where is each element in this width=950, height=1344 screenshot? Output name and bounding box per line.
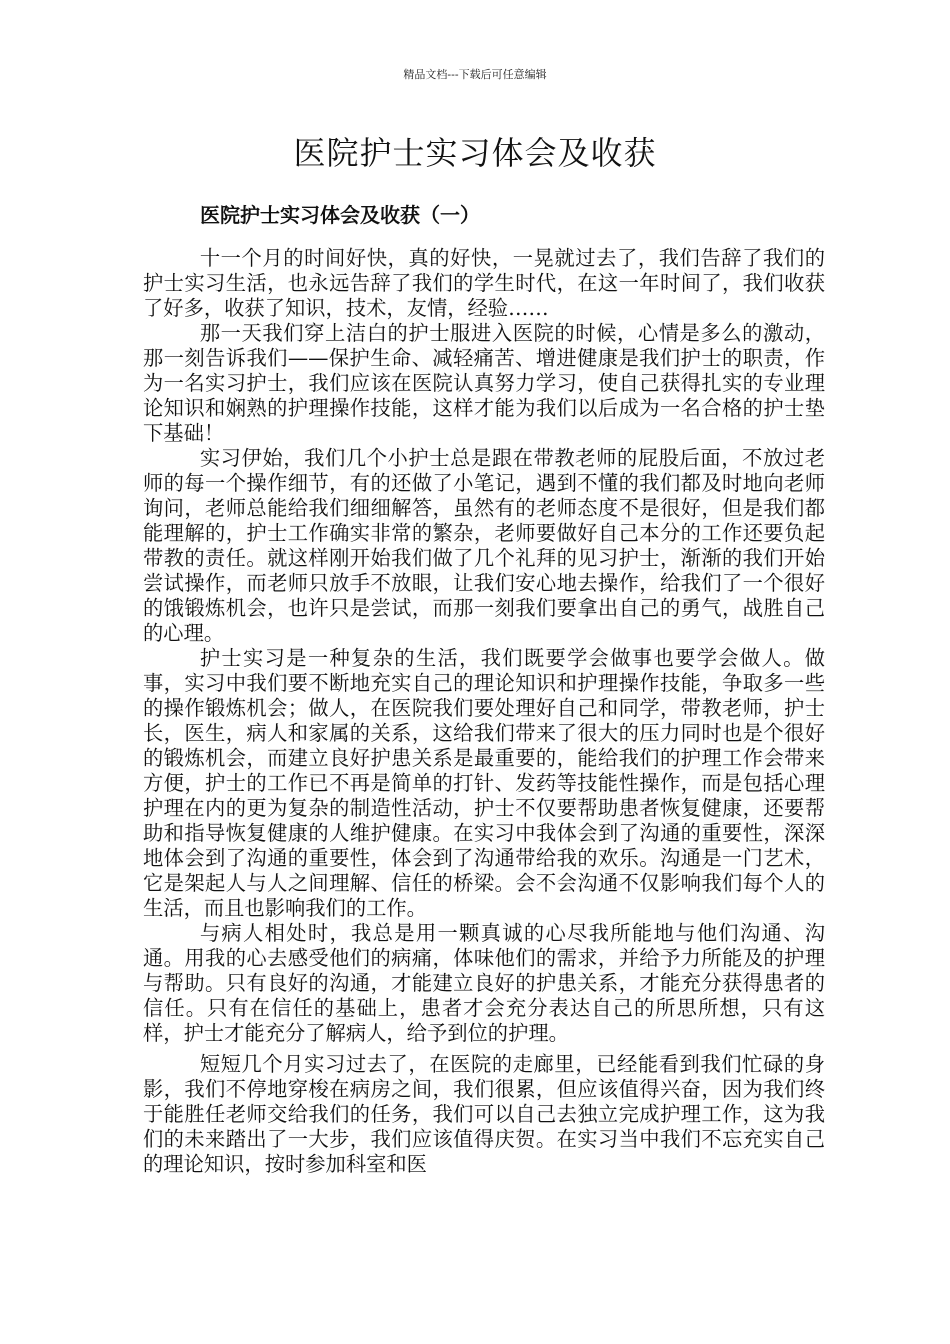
paragraph: 护士实习是一种复杂的生活，我们既要学会做事也要学会做人。做事，实习中我们要不断地充实自己的理论知识和护理操作技能，争取多一些的操作锻炼机会；做人，在医院我们要处理好自己和同学，带教老师，护士长，医生，病人和家属的关系，这给我们带来了很大的压力同时也是个很好的锻炼机会，而建立良好护患关系是最重要的，能给我们的护理工作会带来方便，护士的工作已不再是简单的打针、发药等技能性操作，而是包括心理护理在内的更为复杂的制造性活动，护士不仅要帮助患者恢复健康，还要帮助和指导恢复健康的人维护健康。在实习中我体会到了沟通的重要性，深深地体会到了沟通的重要性，体会到了沟通带给我的欢乐。沟通是一门艺术，它是架起人与人之间理解、信任的桥梁。会不会沟通不仅影响我们每个人的生活，而且也影响我们的工作。: [143, 646, 825, 920]
paragraph: 实习伊始，我们几个小护士总是跟在带教老师的屁股后面，不放过老师的每一个操作细节，有的还做了小笔记，遇到不懂的我们都及时地向老师询问，老师总能给我们细细解答，虽然有的老师态度不是很好，但是我们都能理解的，护士工作确实非常的繁杂，老师要做好自己本分的工作还要负起带教的责任。就这样刚开始我们做了几个礼拜的见习护士，渐渐的我们开始尝试操作，而老师只放手不放眼，让我们安心地去操作，给我们了一个很好的饿锻炼机会，也许只是尝试，而那一刻我们要拿出自己的勇气，战胜自己的心理。: [143, 446, 825, 645]
paragraph: 那一天我们穿上洁白的护士服进入医院的时候，心情是多么的激动，那一刻告诉我们——保护生命、减轻痛苦、增进健康是我们护士的职责，作为一名实习护士，我们应该在医院认真努力学习，使自己获得扎实的专业理论知识和娴熟的护理操作技能，这样才能为我们以后成为一名合格的护士垫下基础！: [143, 321, 825, 445]
paragraph: 十一个月的时间好快，真的好快，一晃就过去了，我们告辞了我们的护士实习生活，也永远告辞了我们的学生时代，在这一年时间了，我们收获了好多，收获了知识，技术，友情，经验……: [143, 246, 825, 320]
document-body: [143, 246, 825, 1177]
header-note: 精品文档---下载后可任意编辑: [403, 68, 547, 81]
paragraph: 短短几个月实习过去了，在医院的走廊里，已经能看到我们忙碌的身影，我们不停地穿梭在病房之间，我们很累，但应该值得兴奋，因为我们终于能胜任老师交给我们的任务，我们可以自己去独立完成护理工作，这为我们的未来踏出了一大步，我们应该值得庆贺。在实习当中我们不忘充实自己的理论知识，按时参加科室和医: [143, 1052, 825, 1176]
document-title: 医院护士实习体会及收获: [293, 134, 657, 172]
paragraph: 与病人相处时，我总是用一颗真诚的心尽我所能地与他们沟通、沟通。用我的心去感受他们的病痛，体味他们的需求，并给予力所能及的护理与帮助。只有良好的沟通，才能建立良好的护患关系，才能充分获得患者的信任。只有在信任的基础上，患者才会充分表达自己的所思所想，只有这样，护士才能充分了解病人，给予到位的护理。: [143, 921, 825, 1045]
document-subtitle: 医院护士实习体会及收获（一）: [200, 203, 480, 227]
